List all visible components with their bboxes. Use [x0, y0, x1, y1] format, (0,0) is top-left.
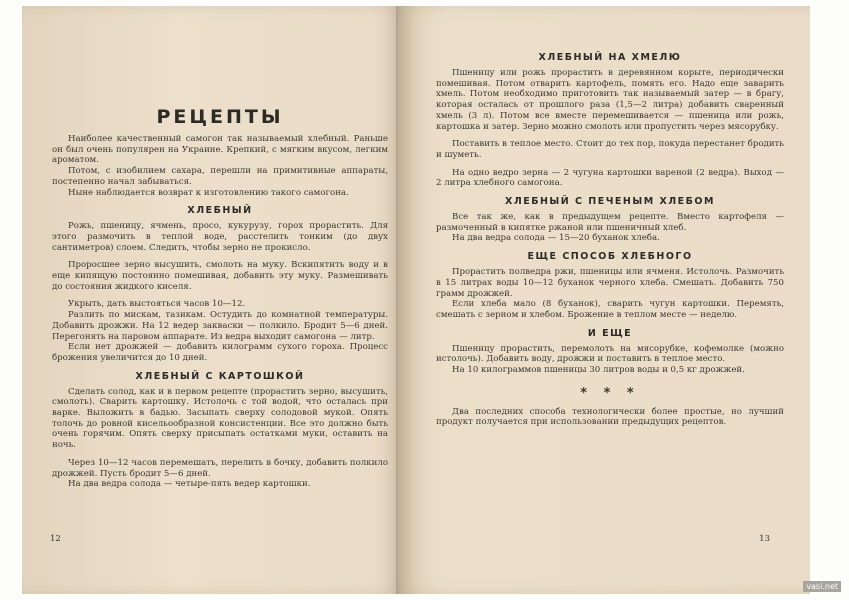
- recipe-paragraph: Поставить в теплое место. Стоит до тех пор, покуда перестанет бродить и шуметь.: [436, 139, 784, 160]
- recipe-paragraph: Пшеницу или рожь прорастить в деревянном корыте, периодически помешивая. Потом отварить картофель, помять его. Надо еще заварить хмель. Потом необходимо приготовить так называемый затер — в брагу, которая осталась от прошлого раза (1,5—2 литра) добавить сваренный хмель (3 л). Потом все вместе перемешивается — пшеница или рожь, картошка и затер. Зерно можно смолоть или пропустить через мясорубку.: [436, 68, 784, 132]
- recipe-paragraph: Прорастить полведра ржи, пшеницы или ячменя. Истолочь. Размочить в 15 литрах воды 10—12 буханок черного хлеба. Смешать. Добавить 750 грамм дрожжей.: [436, 267, 784, 299]
- recipe-paragraph: Если нет дрожжей — добавить килограмм сухого гороха. Процесс брожения увеличится до 10 дней.: [52, 342, 388, 363]
- right-page-content: [436, 52, 784, 428]
- recipe-paragraph: Проросшее зерно высушить, смолоть на муку. Вскипятить воду и в еще кипящую постоянно помешивая, добавить эту муку. Размешивать до состояния жидкого киселя.: [52, 260, 388, 292]
- left-page: [22, 6, 400, 594]
- recipe-paragraph: На два ведра солода — 15—20 буханок хлеба.: [452, 233, 660, 244]
- left-page-content: [52, 106, 388, 490]
- section-heading-na-khmelyu: ХЛЕБНЫЙ НА ХМЕЛЮ: [538, 52, 682, 63]
- section-heading-eshche-sposob: ЕЩЕ СПОСОБ ХЛЕБНОГО: [527, 251, 693, 263]
- intro-paragraph: Ныне наблюдается возврат к изготовлению такого самогона.: [68, 187, 349, 198]
- book-spread: [22, 6, 810, 594]
- watermark: vasi.net: [803, 581, 841, 592]
- recipe-paragraph: На одно ведро зерна — 2 чугуна картошки вареной (2 ведра). Выход — 2 литра хлебного самогона.: [436, 167, 784, 189]
- intro-paragraph: Потом, с изобилием сахара, перешли на примитивные аппараты, постепенно начал забываться.: [52, 166, 388, 187]
- recipe-paragraph: Укрыть, дать выстояться часов 10—12.: [68, 299, 246, 310]
- section-heading-s-pechenym-khlebom: ХЛЕБНЫЙ С ПЕЧЕНЫМ ХЛЕБОМ: [505, 196, 715, 208]
- recipe-paragraph: Все так же, как в предыдущем рецепте. Вместо картофеля — размоченный в кипятке ржаной или пшеничный хлеб.: [436, 212, 784, 233]
- recipe-paragraph: Через 10—12 часов перемешать, перелить в бочку, добавить полкило дрожжей. Пусть бродит 5—6 дней.: [52, 457, 388, 479]
- recipe-paragraph: Сделать солод, как и в первом рецепте (прорастить зерно, высушить, смолоть). Сварить картошку. Истолочь с той водой, что осталась при варке. Выложить в бадью. Засыпать сверху солодовой мукой. Опять толочь до ровной кисельообразной консистенции. Все это должно быть очень горячим. Опять сверху присыпать остатками муки, оставить на ночь.: [52, 386, 388, 451]
- page-number-left: 12: [50, 534, 61, 544]
- section-heading-khlebny-s-kartoshkoy: ХЛЕБНЫЙ С КАРТОШКОЙ: [135, 370, 305, 382]
- page-title: РЕЦЕПТЫ: [156, 106, 284, 128]
- closing-paragraph: Два последних способа технологически более простые, но лучший продукт получается при использовании предыдущих рецептов.: [436, 406, 784, 428]
- recipe-paragraph: Рожь, пшеницу, ячмень, просо, кукурузу, горох прорастить. Для этого размочить в теплой воде, расстелить тонким (до двух сантиметров) слоем. Следить, чтобы зерно не прокисло.: [52, 221, 388, 253]
- section-separator-stars: * * *: [580, 385, 640, 401]
- recipe-paragraph: Если хлеба мало (8 буханок), сварить чугун картошки. Перемять, смешать с зерном и хлебом. Брожение в теплом месте — неделю.: [436, 299, 784, 320]
- recipe-paragraph: Разлить по мискам, тазикам. Остудить до комнатной температуры. Добавить дрожжи. На 12 ведер закваски — полкило. Бродит 5—6 дней. Перегонять на паровом аппарате. Из ведра выходит самогона — литр.: [52, 310, 388, 342]
- page-number-right: 13: [759, 534, 770, 544]
- intro-paragraph: Наиболее качественный самогон так называемый хлебный. Раньше он был очень популярен на Украине. Крепкий, с мягким вкусом, легким ароматом.: [52, 134, 388, 166]
- section-heading-i-eshche: И ЕЩЕ: [587, 327, 633, 339]
- recipe-paragraph: На два ведра солода — четыре-пять ведер картошки.: [68, 479, 311, 490]
- right-page: [400, 6, 810, 594]
- recipe-paragraph: Пшеницу прорастить, перемолоть на мясорубке, кофемолке (можно истолочь). Добавить воду, дрожжи и поставить в теплое место.: [436, 343, 784, 365]
- recipe-paragraph: На 10 килограммов пшеницы 30 литров воды и 0,5 кг дрожжей.: [452, 365, 745, 376]
- section-heading-khlebny: ХЛЕБНЫЙ: [187, 205, 253, 217]
